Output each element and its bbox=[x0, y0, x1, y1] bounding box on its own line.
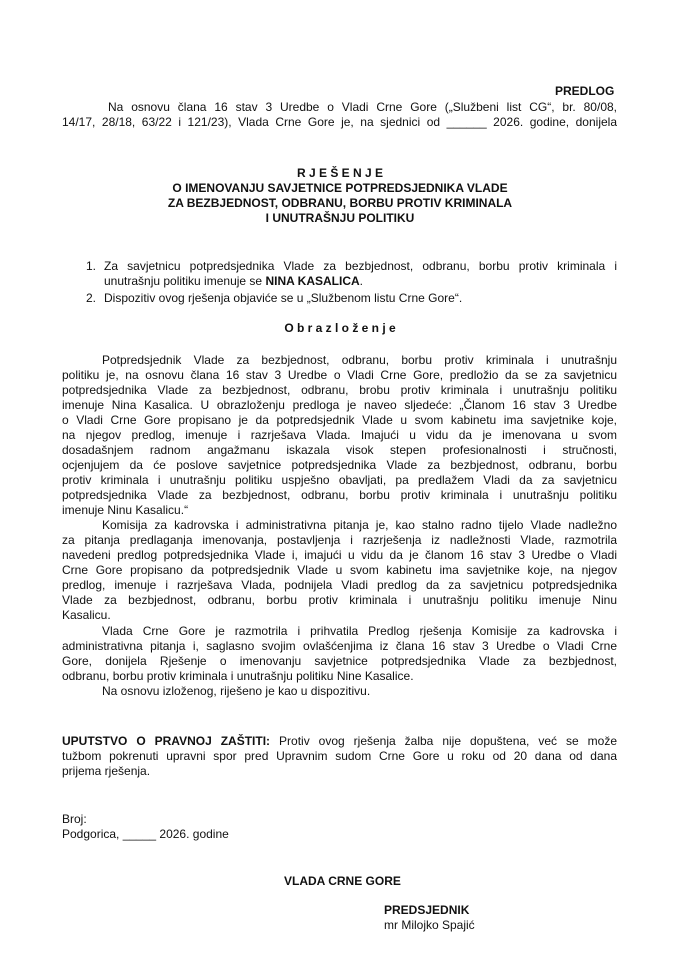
paragraph-line: na njegov predlog, imenuje i razrješava Vlada. Imajući u vidu da je imenovana u svom bbox=[62, 428, 617, 442]
signatory-role: PREDSJEDNIK bbox=[384, 903, 470, 917]
paragraph-line: o Vladi Crne Gore propisano je da potpredsjednik Vlade u svom kabinetu ima savjetnike koje, bbox=[62, 413, 617, 427]
paragraph-line: Potpredsjednik Vlade za bezbjednost, odbranu, borbu protiv kriminala i unutrašnju bbox=[102, 353, 617, 367]
intro-line: Na osnovu člana 16 stav 3 Uredbe o Vladi Crne Gore („Službeni list CG“, br. 80/08, bbox=[108, 100, 617, 114]
intro-line: 14/17, 28/18, 63/22 i 121/23), Vlada Crne Gore je, na sjednici od ______ 2026. godine, donijela bbox=[62, 115, 617, 129]
item-number: 1. bbox=[86, 259, 97, 273]
signatory-name: mr Milojko Spajić bbox=[384, 918, 475, 932]
paragraph-line: predlog, imenuje i razrješava Vlada, podnijela Vladi predlog da za savjetnicu potpredsjednika bbox=[62, 578, 617, 592]
predlog-label: PREDLOG bbox=[555, 84, 615, 98]
paragraph-line: Kasalicu. bbox=[62, 608, 111, 622]
reasoning-paragraph-1 bbox=[62, 353, 617, 518]
paragraph-line: Vlade za bezbjednost, odbranu, borbu protiv kriminala i unutrašnju politiku imenuje Ninu bbox=[62, 593, 617, 607]
paragraph-line: Komisija za kadrovska i administrativna pitanja je, kao stalno radno tijelo Vlade nadležno bbox=[102, 518, 617, 532]
legal-text: Protiv ovog rješenja žalba nije dopuštena, već se može bbox=[270, 734, 617, 748]
paragraph-line: navedeni predlog potpredsjednika Vlade i, imajući u vidu da je članom 16 stav 3 Uredbe o Vladi bbox=[62, 548, 617, 562]
legal-protection-label: UPUTSTVO O PRAVNOJ ZAŠTITI: bbox=[62, 734, 271, 748]
title-line: ZA BEZBJEDNOST, ODBRANU, BORBU PROTIV KRIMINALA bbox=[167, 196, 513, 210]
item-line bbox=[104, 274, 617, 289]
reasoning-heading: O b r a z l o ž e n j e bbox=[284, 321, 396, 335]
appointee-name: NINA KASALICA bbox=[265, 274, 360, 288]
item-text: unutrašnju politiku imenuje se bbox=[104, 274, 266, 288]
legal-protection bbox=[62, 734, 617, 779]
reasoning-paragraph-3 bbox=[62, 624, 617, 684]
reasoning-paragraph-2 bbox=[62, 518, 617, 623]
paragraph-line: za pitanja predlaganja imenovanja, postavljenja i razrješenja iz nadležnosti Vlade, razmotrila bbox=[62, 533, 617, 547]
paragraph-line: politiku je, na osnovu člana 16 stav 3 Uredbe o Vladi Crne Gore, predložio da se za savjetnicu bbox=[62, 368, 617, 382]
paragraph-line: potpredsjednika Vlade za bezbjednost, odbranu, borbu protiv kriminala i unutrašnju politiku bbox=[62, 488, 617, 502]
document-title: R J E Š E N J E bbox=[296, 166, 384, 180]
paragraph-line: Crne Gore propisano da potpredsjednik Vlade u svom kabinetu ima savjetnike koje, na njegov bbox=[62, 563, 617, 577]
paragraph-line: dosadašnjem radnom angažmanu iskazala visok stepen profesionalnosti i stručnosti, bbox=[62, 443, 617, 457]
item-text: . bbox=[359, 274, 363, 288]
reasoning-paragraph-4: Na osnovu izloženog, riješeno je kao u dispozitivu. bbox=[102, 684, 371, 698]
paragraph-line: administrativna pitanja i, saglasno svojim ovlašćenjima iz člana 16 stav 3 Uredbe o Vladi Crne bbox=[62, 639, 617, 653]
legal-line: prijema rješenja. bbox=[62, 764, 151, 778]
intro-paragraph bbox=[62, 100, 617, 130]
paragraph-line: Vlada Crne Gore je razmotrila i prihvatila Predlog rješenja Komisije za kadrovska i bbox=[102, 624, 617, 638]
legal-line: tužbom pokrenuti upravni spor pred Upravnim sudom Crne Gore u roku od 20 dana od dana bbox=[62, 749, 617, 763]
legal-line bbox=[62, 734, 617, 749]
item-number: 2. bbox=[86, 291, 97, 305]
paragraph-line: ocjenjujem da će poslove savjetnice potpredsjednika Vlade za bezbjednost, odbranu, borbu bbox=[62, 458, 617, 472]
paragraph-line: potpredsjednika Vlade za bezbjednost, odbranu, brobu protiv kriminala i unutrašnju politiku bbox=[62, 383, 617, 397]
place-and-date: Podgorica, _____ 2026. godine bbox=[62, 827, 229, 841]
item-line: Za savjetnicu potpredsjednika Vlade za bezbjednost, odbranu, borbu protiv kriminala i bbox=[104, 259, 617, 273]
paragraph-line: odbranu, borbu protiv kriminala i unutrašnju politiku Nine Kasalice. bbox=[62, 669, 414, 683]
title-line: O IMENOVANJU SAVJETNICE POTPREDSJEDNIKA VLADE bbox=[172, 181, 508, 195]
reference-number: Broj: bbox=[62, 812, 87, 826]
dispositive-item-1 bbox=[104, 259, 617, 289]
dispositive-item-2: Dispozitiv ovog rješenja objaviće se u „Službenom listu Crne Gore“. bbox=[104, 291, 463, 305]
title-line: I UNUTRAŠNJU POLITIKU bbox=[265, 211, 415, 225]
paragraph-line: imenuje Nina Kasalica. U obrazloženju predloga je naveo sljedeće: „Članom 16 stav 3 Uredbe bbox=[62, 398, 617, 412]
paragraph-line: Gore, donijela Rješenje o imenovanju savjetnice potpredsjednika Vlade za bezbjednost, bbox=[62, 654, 617, 668]
government-name: VLADA CRNE GORE bbox=[284, 874, 401, 888]
paragraph-line: imenuje Ninu Kasalicu.“ bbox=[62, 503, 189, 517]
paragraph-line: protiv kriminala i unutrašnju politiku uspješno obavljati, pa predlažem Vladi da za savjetnicu bbox=[62, 473, 617, 487]
